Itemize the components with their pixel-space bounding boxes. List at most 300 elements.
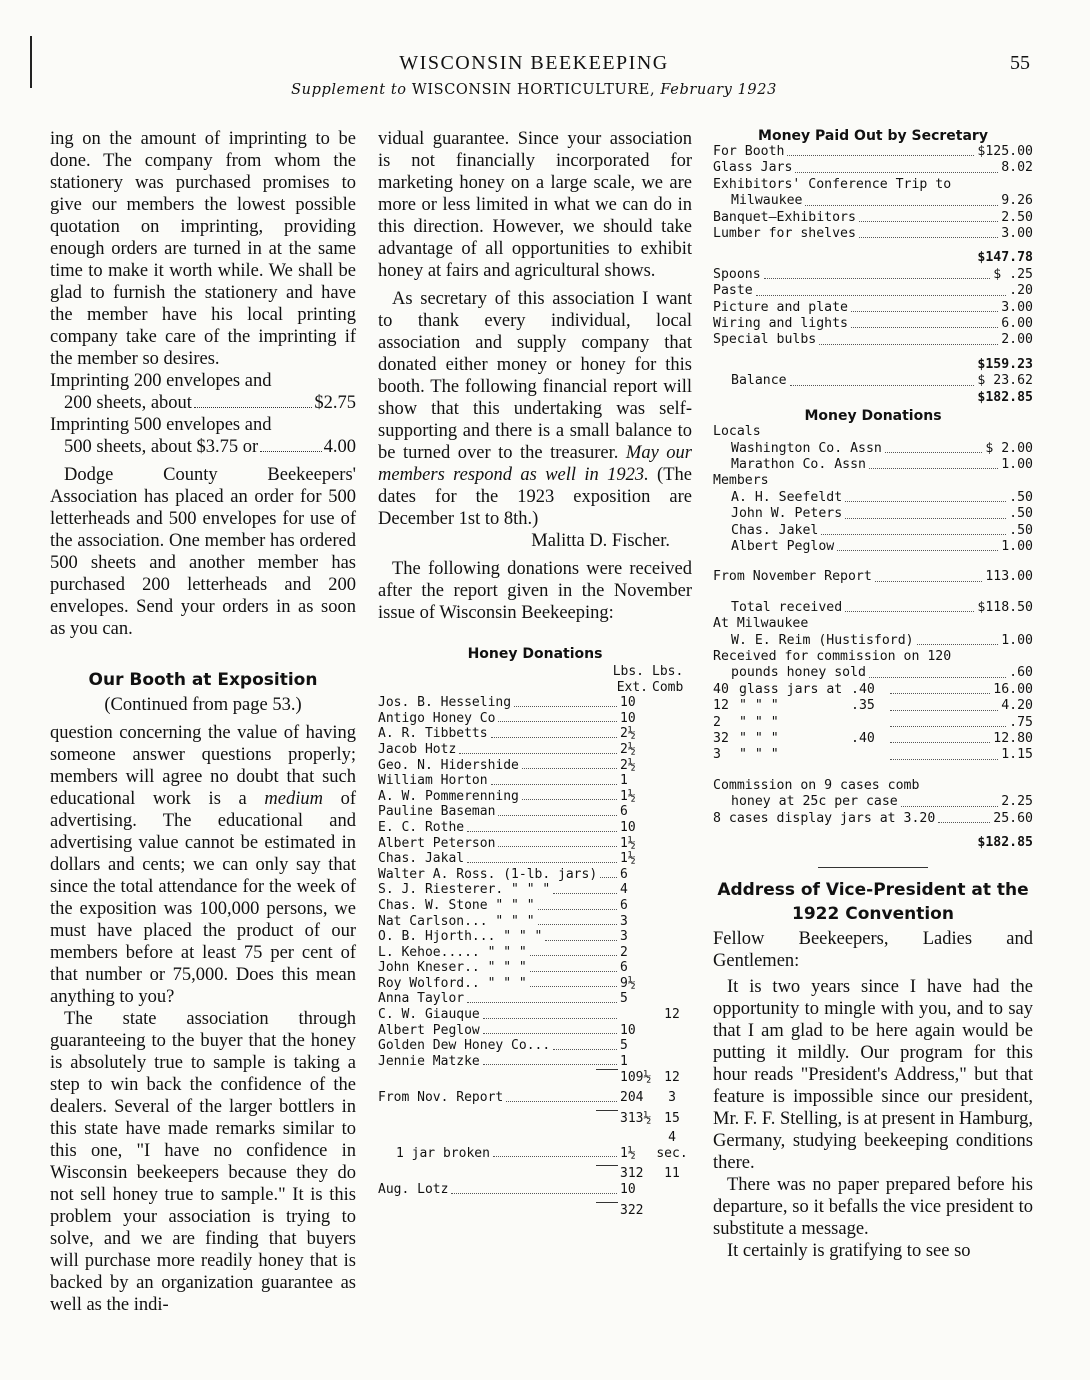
leader-dots [890,742,990,743]
leader-dots [514,706,617,707]
amount: 1.00 [1001,632,1033,648]
price-label: Imprinting 200 envelopes and [50,371,272,391]
leader-dots [859,237,998,238]
table-row [378,1023,692,1039]
table-row [378,851,692,867]
leader-dots [787,155,974,156]
supplement-sep: , [650,82,661,98]
lbs-cell: 5 [620,991,628,1007]
leader-dots [851,327,998,328]
lbs-cell: 1½ [620,851,636,867]
amount: 25.60 [993,810,1033,826]
signature: Malitta D. Fischer. [531,531,670,551]
donor-name: A. W. Pommerenning [378,788,519,804]
salutation: Fellow Beekeepers, Ladies and Gentlemen: [713,929,1033,972]
amount: $159.23 [977,356,1033,372]
subtotal [713,250,1033,266]
amount: 4.20 [1001,698,1033,714]
paragraph: There was no paper prepared before his departure, so it befalls the vice president to substitute a message. [713,1175,1033,1240]
donor-name: S. J. Riesterer. " " " [378,882,551,898]
table-row [378,929,692,945]
jar-qty: 2 [713,714,721,730]
leader-dots [851,311,998,312]
donor-name: John Kneser.. " " " [378,960,527,976]
table-row [713,682,1033,698]
row-label: For Booth [713,144,785,159]
price-line [50,392,356,414]
lbs-cell: 6 [620,866,628,882]
table-row [713,193,1033,209]
donor-name: Jennie Matzke [378,1053,480,1069]
table-row [378,820,692,836]
row-label: Banquet—Exhibitors [713,209,856,225]
jar-price: .40 [851,731,875,746]
price-line [50,436,356,458]
table-header [378,664,692,680]
lbs-cell: 204 [620,1090,644,1106]
jar-desc: " " " [739,747,779,763]
leader-dots [790,385,975,386]
table-row [378,789,692,805]
lbs-cell: 1 [620,773,628,789]
column-left [50,128,356,1316]
donor-name: Jos. B. Hesseling [378,695,512,711]
lbs-cell: 1 [620,1053,628,1069]
amount: 6.00 [1001,316,1033,332]
expense-list [713,267,1033,349]
supplement-line [0,82,1068,98]
amount: 1.15 [1001,747,1033,763]
comb-cell: 12 [664,1070,680,1086]
leader-dots [483,1033,617,1034]
row-label: W. E. Reim (Hustisford) [731,632,914,648]
leader-dots [795,172,998,173]
donor-name: Jacob Hotz [378,741,457,757]
table-row [713,539,1033,555]
table-row [378,742,692,758]
table-row [378,804,692,820]
lbs-cell: 5 [620,1038,628,1054]
table-row [713,523,1033,539]
jar-desc: " " " [739,714,779,730]
leader-dots [522,768,617,769]
amount: $ 23.62 [977,373,1033,389]
lbs-cell: 1½ [620,1145,636,1161]
leader-dots [869,677,1006,678]
row-label: John W. Peters [731,506,843,522]
page-number: 55 [1010,52,1030,74]
leader-dots [805,205,998,206]
leader-dots [530,971,617,972]
table-row [713,600,1033,616]
leader-dots [483,1064,617,1065]
table-row [378,1130,692,1161]
amount: 3.00 [1001,226,1033,242]
lbs-cell: 312 [620,1166,644,1182]
leader-dots [522,799,617,800]
donor-name: C. W. Giauque [378,1007,480,1023]
amount: 1.00 [1001,456,1033,472]
table-row [713,506,1033,522]
column-header: Ext. [616,679,648,695]
leader-dots [845,518,1006,519]
group-label: Members [713,473,769,489]
leader-dots [194,392,312,408]
row-label: Glass Jars [713,160,793,176]
paragraph [378,288,692,530]
lbs-cell: 10 [620,1182,636,1197]
amount: $118.50 [977,599,1033,615]
table-row [713,633,1033,649]
emphasis: May our members respond as well in 1923. [378,443,692,485]
lbs-cell: 1½ [620,835,636,851]
lbs-cell: 322 [620,1202,644,1218]
lbs-cell: 3 [620,913,628,929]
table-row [378,1090,692,1106]
row-label: Washington Co. Assn [731,440,882,456]
lbs-cell: 10 [620,695,636,711]
amount: .50 [1009,506,1033,522]
leader-dots [538,909,617,910]
table-header [378,680,692,696]
supplement-date: February 1923 [660,82,777,98]
table-row [378,711,692,727]
row-label: Received for commission on 120 [713,648,952,664]
jar-qty: 12 [713,698,729,714]
leader-dots [538,924,617,925]
jar-desc: glass jars at [739,681,843,697]
group-label: Locals [713,424,761,440]
table-row [713,316,1033,332]
amount: $ 2.00 [985,440,1033,456]
lbs-cell: 109½ [620,1070,652,1086]
subtotal [713,357,1033,373]
lbs-cell: 10 [620,710,636,726]
row-label: Spoons [713,266,761,282]
leader-dots [756,295,1006,296]
table-heading: Money Paid Out by Secretary [758,128,988,144]
lbs-cell: 2½ [620,726,636,742]
amount: 1.00 [1001,538,1033,554]
donor-name: O. B. Hjorth... " " " [378,929,543,945]
table-row [713,665,1033,681]
donor-name: A. R. Tibbetts [378,726,488,742]
table-row [713,267,1033,283]
paragraph: vidual guarantee. Since your association is not financially incorporated for marketing honey on a large scale, we are more or less limited in what we can do in this direction. However, we should take advantage of all opportunities to exhibit honey at fairs and agricultural shows. [378,129,692,281]
table-row [378,1007,692,1023]
leader-dots [837,550,998,551]
donor-name: Nat Carlson... " " " [378,913,535,929]
donor-name: Chas. Jakal [378,851,465,867]
table-row [378,1038,692,1054]
paragraph: The state association through guaranteeing to the buyer that the honey is absolutely true to sample is taking a step to win back the confidence of the dealers. Several of the larger bottlers in this state have made remarks similar to this one, "I have no confidence in Wisconsin beekeepers because they do not sell honey true to sample." It is this problem your association is trying to solve, and we are finding that buyers will purchase more readily honey that is backed by an organization guarantee as well as the indi- [50,1009,356,1315]
donor-name: Pauline Baseman [378,804,496,820]
column-header: Lbs. [652,664,684,679]
leader-dots [491,737,617,738]
paragraph [50,722,356,1008]
leader-dots [451,1193,617,1194]
column-middle [378,128,692,1218]
supplement-name: WISCONSIN HORTICULTURE [411,82,650,98]
supplement-mid: to [385,82,412,98]
table-row [713,715,1033,731]
donor-name: Walter A. Ross. (1-lb. jars) [378,866,598,882]
table-row [378,1203,692,1219]
price-label: 200 sheets, about [64,393,192,413]
donor-name: Anna Taylor [378,991,465,1007]
table-row [713,441,1033,457]
lbs-cell: 2 [620,944,628,960]
table-row [713,731,1033,747]
amount: 9.26 [1001,193,1033,209]
lbs-cell: 313½ [620,1110,652,1126]
row-label: Albert Peglow [731,538,835,554]
lbs-cell: 6 [620,897,628,913]
jar-price: .35 [851,698,875,714]
leader-dots [890,693,990,694]
amount: 3.00 [1001,299,1033,315]
table-row [713,210,1033,226]
donor-name: Albert Peglow [378,1022,480,1038]
text-run: question concerning the value of having someone answer questions properly; members will agree no doubt that such educational work is a [50,723,356,809]
jar-qty: 32 [713,731,729,746]
table-row [378,1166,692,1182]
leader-dots [493,1156,617,1157]
paragraph: It certainly is gratifying to see so [727,1241,971,1262]
leader-dots [845,501,1006,502]
lbs-cell: 2½ [620,741,636,757]
row-label: Chas. Jakel [731,522,819,538]
jar-desc: " " " [739,731,779,746]
row-label: A. H. Seefeldt [731,489,843,505]
amount: 2.25 [1001,794,1033,810]
section-heading: Our Booth at Exposition [88,670,318,690]
subtotal [713,390,1033,406]
row-label: 8 cases display jars at 3.20 [713,810,936,826]
paragraph: It is two years since I have had the opportunity to mingle with you, and to say that I am glad to be here again would be putting it mildly. Our program for this hour reads "President's Address," but that feature is impossible since our president, Mr. F. F. Stelling, is at present in Hamburg, Germany, studying beekeeping conditions there. [713,977,1033,1174]
amount: .20 [1009,283,1033,299]
donor-name: L. Kehoe..... " " " [378,944,527,960]
table-row [378,867,692,883]
paragraph: The following donations were received after the report given in the November issue of Wisconsin Beekeeping: [378,559,692,623]
table-row [713,490,1033,506]
table-row [378,1182,692,1198]
column-header: Comb [652,679,684,695]
leader-dots [483,1018,617,1019]
leader-dots [859,221,998,222]
lbs-cell: 9½ [620,975,636,991]
table-row [378,945,692,961]
table-row [713,160,1033,176]
donor-name: Antigo Honey Co [378,710,496,726]
lbs-cell: 4 [620,882,628,898]
leader-dots [885,452,983,453]
table-row [378,898,692,914]
leader-dots [491,784,617,785]
table-row [713,794,1033,810]
row-label: Marathon Co. Assn [731,456,866,472]
leader-dots [530,955,617,956]
jar-desc: " " " [739,698,779,714]
amount: $182.85 [977,389,1033,405]
leader-dots [600,877,617,878]
leader-dots [890,710,998,711]
leader-dots [260,436,321,452]
row-label: From Nov. Report [378,1090,504,1106]
donation-table [378,664,692,1218]
comb-cell: 15 [664,1110,680,1126]
row-label: Exhibitors' Conference Trip to [713,176,952,192]
table-heading: Money Donations [804,408,942,425]
lbs-cell: 3 [620,929,628,945]
row-label: Total received [731,599,843,615]
row-label: Aug. Lotz [378,1182,449,1197]
expense-list [713,144,1033,177]
table-row [713,569,1033,585]
table-row [378,758,692,774]
leader-dots [467,831,617,832]
journal-title: WISCONSIN BEEKEEPING [399,52,669,74]
leader-dots [764,278,991,279]
price-label: Imprinting 500 envelopes and [50,415,272,435]
comb-cell: 11 [664,1166,680,1182]
table-row [713,747,1033,763]
leader-dots [467,1002,617,1003]
jar-sales-list [713,682,1033,764]
section-heading: Address of Vice-President at the [717,880,1029,901]
row-label: honey at 25c per case [731,794,898,810]
row-label: Commission on 9 cases comb [713,777,920,793]
grand-total [713,835,1033,851]
leader-dots [875,581,983,582]
supplement-prefix: Supplement [291,82,386,98]
leader-dots [553,1049,617,1050]
table-heading: Honey Donations [467,646,603,662]
amount: $147.78 [977,250,1033,266]
row-label: Balance [731,373,787,389]
lbs-cell: 6 [620,804,628,820]
donor-list [378,695,692,1069]
amount: 12.80 [993,731,1033,746]
leader-dots [545,940,617,941]
donor-name: Roy Wolford.. " " " [378,975,527,991]
leader-dots [553,893,617,894]
table-row [378,773,692,789]
amount: 8.02 [1001,160,1033,176]
jar-qty: 40 [713,681,729,697]
amount: 2.00 [1001,332,1033,348]
leader-dots [901,806,999,807]
table-row [713,373,1033,389]
table-row [378,882,692,898]
jar-qty: 3 [713,747,721,763]
price-label: 500 sheets, about $3.75 or [64,437,259,457]
section-divider [818,867,928,868]
table-row [713,457,1033,473]
donor-name: E. C. Rothe [378,819,465,835]
donor-name: Golden Dew Honey Co... [378,1038,551,1054]
table-row [378,960,692,976]
leader-dots [845,611,974,612]
continued-note: (Continued from page 53.) [104,695,302,715]
amount: $125.00 [977,144,1033,159]
amount: .75 [1009,714,1033,730]
price-amount: $2.75 [314,393,356,413]
amount: $ .25 [993,266,1033,282]
text-run: of advertising. The educational and advertising value cannot be estimated in dollars and cents; we can only say that since the total attendance for the week of the exposition was 100,000 persons, we must have placed the product of our members before at least 75 per cent of that number or 75,000. Does this mean anything to you? [50,789,356,1007]
comb-cell: 12 [664,1007,680,1023]
jar-price: .40 [851,681,875,697]
leader-dots [530,986,617,987]
leader-dots [819,344,998,345]
row-label: Milwaukee [731,193,803,209]
emphasis: medium [264,789,323,809]
section-heading: 1922 Convention [792,904,954,925]
text-run: As secretary of this association I want to thank every individual, local association and supply company that donated either money or honey for this booth. The following financial report will show that this undertaking was self-supporting and there is a small balance to be turned over to the treasurer. [378,289,692,463]
amount: .60 [1009,665,1033,681]
table-row [378,976,692,992]
paragraph: ing on the amount of imprinting to be done. The company from whom the stationery was purchased promises to give our members the lowest possible quotation on imprinting, providing enough orders are turned in at the same time to make it worth while. We shall be glad to furnish the stationery and have the member have his local printing company take care of the imprinting if the member so desires. [50,129,356,369]
column-header: Lbs. [612,664,644,679]
leader-dots [498,721,617,722]
lbs-cell: 6 [620,960,628,976]
text-run: (The dates for the 1923 exposition are December 1st to 8th.) [378,465,692,529]
table-row [378,991,692,1007]
leader-dots [506,1101,617,1102]
leader-dots [821,534,1006,535]
lbs-cell: 10 [620,819,636,835]
group-label: At Milwaukee [713,616,809,632]
leader-dots [498,846,617,847]
leader-dots [938,822,990,823]
leader-dots [467,862,617,863]
comb-cell: 3 [668,1090,676,1106]
row-label: 1 jar broken [396,1145,490,1161]
table-row [378,1070,692,1086]
leader-dots [917,644,999,645]
lbs-cell: 2½ [620,757,636,773]
members-list [713,490,1033,556]
table-row [378,726,692,742]
table-row [378,836,692,852]
amount: .50 [1009,489,1033,505]
leader-dots [890,726,1006,727]
lbs-cell: 10 [620,1022,636,1038]
table-row [713,283,1033,299]
table-row [713,226,1033,242]
leader-dots [869,468,998,469]
column-right [713,128,1033,1262]
row-label: From November Report [713,569,872,585]
amount: 2.50 [1001,209,1033,225]
leader-dots [459,753,617,754]
amount: $182.85 [977,835,1033,851]
table-row [713,332,1033,348]
row-label: pounds honey sold [731,665,866,681]
table-row [378,1111,692,1127]
table-row [378,695,692,711]
amount: .50 [1009,522,1033,538]
table-row [713,698,1033,714]
row-label: Lumber for shelves [713,226,856,242]
amount: 113.00 [985,569,1033,585]
table-row [713,144,1033,160]
row-label: Paste [713,283,753,299]
leader-dots [498,815,617,816]
leader-dots [890,759,998,760]
row-label: Picture and plate [713,299,848,315]
table-row [378,1054,692,1070]
